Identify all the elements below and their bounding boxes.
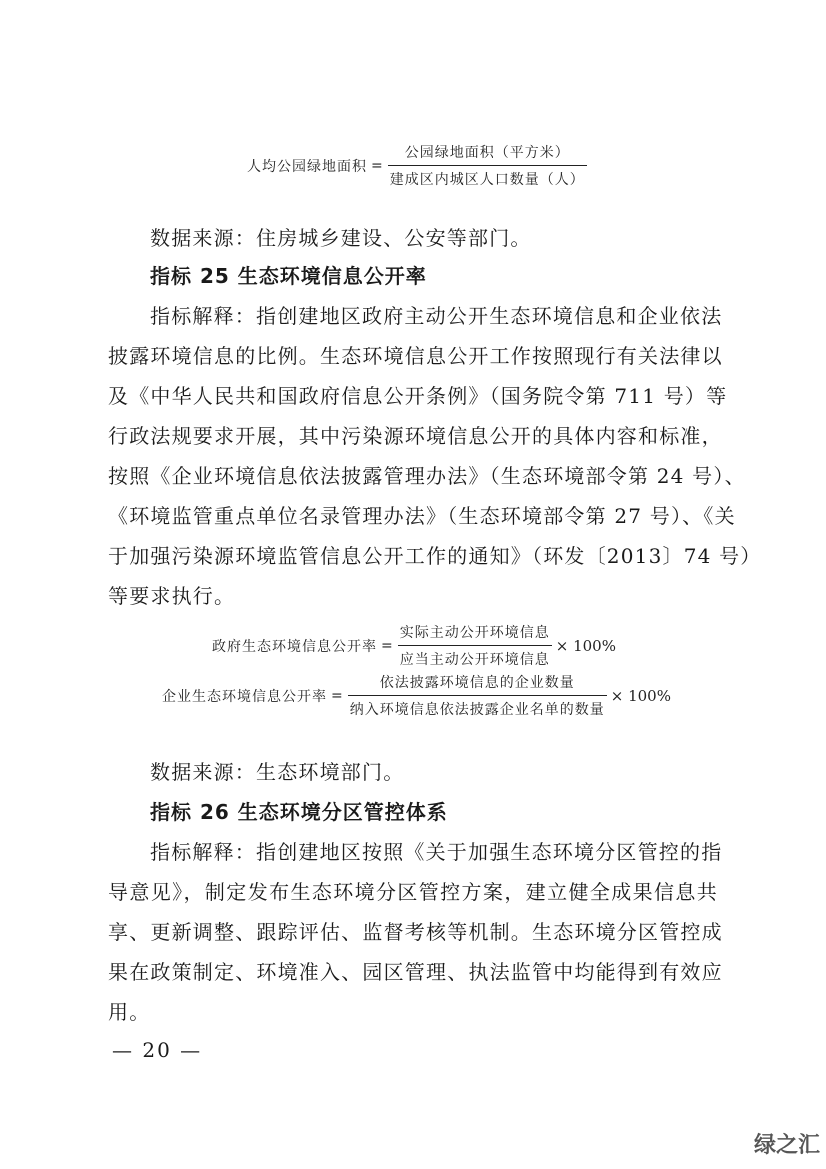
indicator-26-heading: 指标 26 生态环境分区管控体系 [150,800,448,824]
indicator-25-line: 及《中华人民共和国政府信息公开条例》（国务院令第 711 号）等 [108,384,728,408]
indicator-25-line: 于加强污染源环境监管信息公开工作的通知》（环发〔2013〕74 号） [108,544,762,568]
formula-numerator: 实际主动公开环境信息 [399,625,550,641]
formula-ent-disclosure [162,672,671,719]
watermark-logo: 绿之汇 [753,1133,820,1158]
formula-equals: = [381,637,394,654]
indicator-25-line: 披露环境信息的比例。生态环境信息公开工作按照现行有关法律以 [108,344,723,368]
formula-denominator: 应当主动公开环境信息 [398,645,552,669]
formula-gov-disclosure [212,622,616,669]
indicator-25-heading: 指标 25 生态环境信息公开率 [150,264,427,288]
formula-denominator: 建成区内城区人口数量（人） [388,165,587,189]
formula-fraction [398,622,552,669]
indicator-26-line: 指标解释：指创建地区按照《关于加强生态环境分区管控的指 [150,840,723,864]
formula-equals: = [331,687,344,704]
formula-ent-lhs: 企业生态环境信息公开率 [162,688,327,705]
formula-denominator: 纳入环境信息依法披露企业名单的数量 [348,695,607,719]
page-number: — 20 — [112,1038,203,1062]
indicator-25-line: 等要求执行。 [108,584,236,608]
indicator-25-line: 《环境监管重点单位名录管理办法》（生态环境部令第 27 号）、《关 [108,504,736,528]
data-source-1: 数据来源：住房城乡建设、公安等部门。 [150,226,532,250]
indicator-26-line: 享、更新调整、跟踪评估、监督考核等机制。生态环境分区管控成 [108,920,723,944]
indicator-26-line: 导意见》，制定发布生态环境分区管控方案，建立健全成果信息共 [108,880,718,904]
formula-numerator: 公园绿地面积（平方米） [404,145,570,161]
formula-fraction [388,142,587,189]
indicator-26-line: 用。 [108,1000,151,1024]
indicator-25-line: 行政法规要求开展，其中污染源环境信息公开的具体内容和标准， [108,424,723,448]
indicator-25-line: 指标解释：指创建地区政府主动公开生态环境信息和企业依法 [150,304,723,328]
indicator-26-line: 果在政策制定、环境准入、园区管理、执法监管中均能得到有效应 [108,960,723,984]
indicator-25-line: 按照《企业环境信息依法披露管理办法》（生态环境部令第 24 号）、 [108,464,746,488]
formula-gov-lhs: 政府生态环境信息公开率 [212,638,377,655]
formula-park-lhs: 人均公园绿地面积 [247,158,367,175]
formula-multiplier: × 100% [555,636,616,655]
data-source-2: 数据来源：生态环境部门。 [150,760,405,784]
formula-equals: = [371,157,384,174]
formula-fraction [348,672,607,719]
formula-numerator: 依法披露环境信息的企业数量 [379,675,575,691]
formula-multiplier: × 100% [610,686,671,705]
formula-park-area [247,142,587,189]
